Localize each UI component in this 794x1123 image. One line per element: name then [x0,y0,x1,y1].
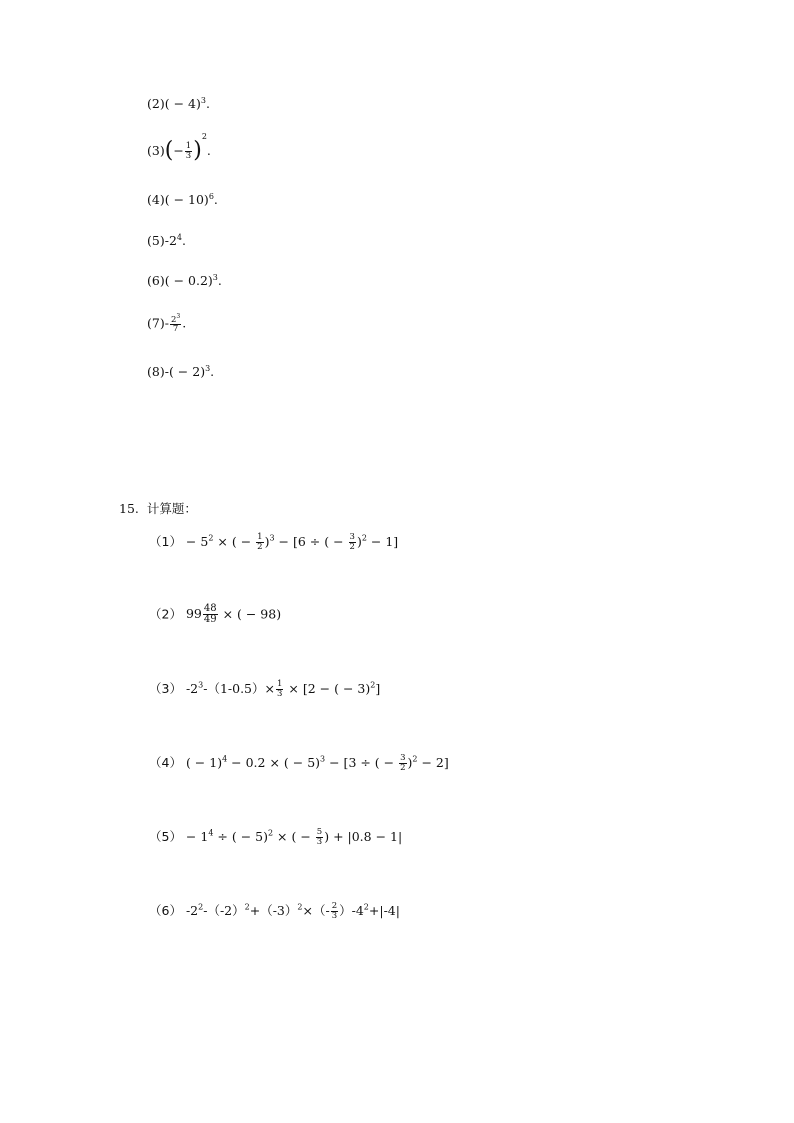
item-label: (8) [147,364,165,380]
expr-exponent: 4 [222,754,228,764]
expr-part: -2 [185,902,199,918]
expr-part: ( − 1) [185,754,223,770]
expr-part: × ( − [273,828,315,844]
item-exponent: 4 [176,233,182,242]
expr-part: ) [264,533,270,549]
item-period: . [182,233,186,249]
item-base: ( − 0.2) [164,273,213,289]
item-5 [147,234,186,248]
expr-exponent: 2 [244,902,250,912]
problem-label: （3） [149,680,182,696]
item-base: -( − 2) [164,364,206,380]
expr-part: − 2] [417,754,449,770]
problem-3 [149,680,380,698]
fraction-denominator: 3 [316,836,323,847]
fraction-numerator: 3 [400,753,406,763]
expr-exponent: 3 [198,680,204,690]
expr-part: ) [356,533,362,549]
fraction-numerator: 5 [316,827,323,837]
item-4 [147,193,218,207]
fraction [399,754,406,772]
expr-part: ] [375,680,381,696]
problem-label: （2） [149,606,182,622]
fraction [203,604,218,625]
fraction-numerator: 2 [331,901,338,911]
fraction-denominator: 2 [400,762,406,773]
numerator-base: 2 [170,314,177,325]
fraction [331,902,338,920]
fraction-numerator: 48 [203,603,217,614]
expr-exponent: 2 [412,754,418,764]
question-15-heading [119,503,197,516]
problem-label: （6） [149,902,182,918]
problem-2 [149,604,281,625]
item-2 [147,97,210,111]
item-period: . [205,96,210,112]
right-paren: ) [193,138,202,163]
item-base: -2 [164,233,177,249]
expr-exponent: 2 [208,533,214,543]
fraction-denominator: 3 [277,688,283,699]
expr-part: ÷ ( − 5) [213,828,268,844]
fraction-denominator: 3 [331,910,338,921]
expr-part: × ( − 98) [218,606,282,622]
expr-exponent: 2 [361,533,367,543]
problem-label: （1） [149,533,182,549]
fraction-denominator: 3 [185,150,192,161]
item-8 [147,365,214,379]
expr-part: × ( − [213,533,256,549]
fraction [316,828,323,846]
item-period: . [210,364,215,380]
expr-exponent: 3 [269,533,275,543]
expr-part: × [2 − ( − 3) [284,680,371,696]
item-6 [147,274,222,288]
item-label: (3) [147,142,165,158]
fraction-numerator: 1 [257,532,263,542]
fraction-numerator: 1 [185,141,192,151]
expr-part: ) + |0.8 − 1| [324,828,403,844]
fraction [256,533,263,551]
item-7 [147,314,186,334]
expr-part: − [6 ÷ ( − [274,533,348,549]
expr-part: − 1 [181,828,209,844]
question-title: 计算题： [146,501,197,516]
expr-exponent: 2 [297,902,303,912]
fraction [185,142,192,160]
expr-part: − 5 [181,533,209,549]
item-exponent: 3 [200,96,206,105]
expr-part: − 1] [366,533,399,549]
item-label: (5) [147,233,165,249]
item-exponent: 3 [205,364,211,373]
item-base: ( − 10) [164,192,209,208]
expr-exponent: 2 [198,902,204,912]
expr-exponent: 2 [363,902,369,912]
item-label: (6) [147,273,165,289]
item-base: ( − 4) [164,96,201,112]
item-3 [147,132,211,163]
expr-exponent: 3 [320,754,326,764]
fraction-denominator: 2 [349,541,355,552]
left-paren: ( [164,138,174,163]
expr-exponent: 2 [370,680,376,690]
problem-label: （4） [149,754,182,770]
item-period: . [213,192,218,208]
fraction-numerator: 3 [349,532,355,542]
problem-6 [149,902,400,920]
item-exponent: 6 [208,192,214,201]
item-period: . [206,142,211,158]
problem-5 [149,828,402,846]
expr-part: -（1-0.5）× [203,680,275,696]
expr-part: ）-4 [339,902,364,918]
expr-part: +|-4| [368,902,400,918]
item-label: (2) [147,96,165,112]
numerator-exponent: 3 [176,313,181,320]
item-period: . [217,273,222,289]
expr-part: -（-2） [203,902,245,918]
expr-exponent: 2 [267,828,274,838]
item-sign: - [164,315,169,331]
fraction-denominator: 2 [257,541,263,552]
problem-4 [149,754,449,772]
item-sign: − [173,142,184,158]
expr-part: − [3 ÷ ( − [325,754,399,770]
item-exponent: 3 [212,273,218,282]
fraction [170,314,181,334]
fraction [276,680,283,698]
problem-1 [149,533,398,551]
question-number: 15. [119,501,139,516]
problem-label: （5） [149,828,182,844]
expr-part: -2 [185,680,199,696]
expr-exponent: 4 [208,828,214,838]
expr-part: +（-3） [249,902,298,918]
fraction-numerator: 1 [277,679,283,689]
item-period: . [182,315,187,331]
expr-part: 99 [185,606,202,622]
item-label: (4) [147,192,165,208]
fraction [349,533,356,551]
fraction-denominator: 49 [203,614,217,625]
expr-part: − 0.2 × ( − 5) [227,754,321,770]
expr-part: ×（- [302,902,330,918]
item-exponent: 2 [201,132,207,142]
item-label: (7) [147,315,165,331]
fraction-denominator: 7 [172,324,179,335]
expr-part: ) [407,754,413,770]
